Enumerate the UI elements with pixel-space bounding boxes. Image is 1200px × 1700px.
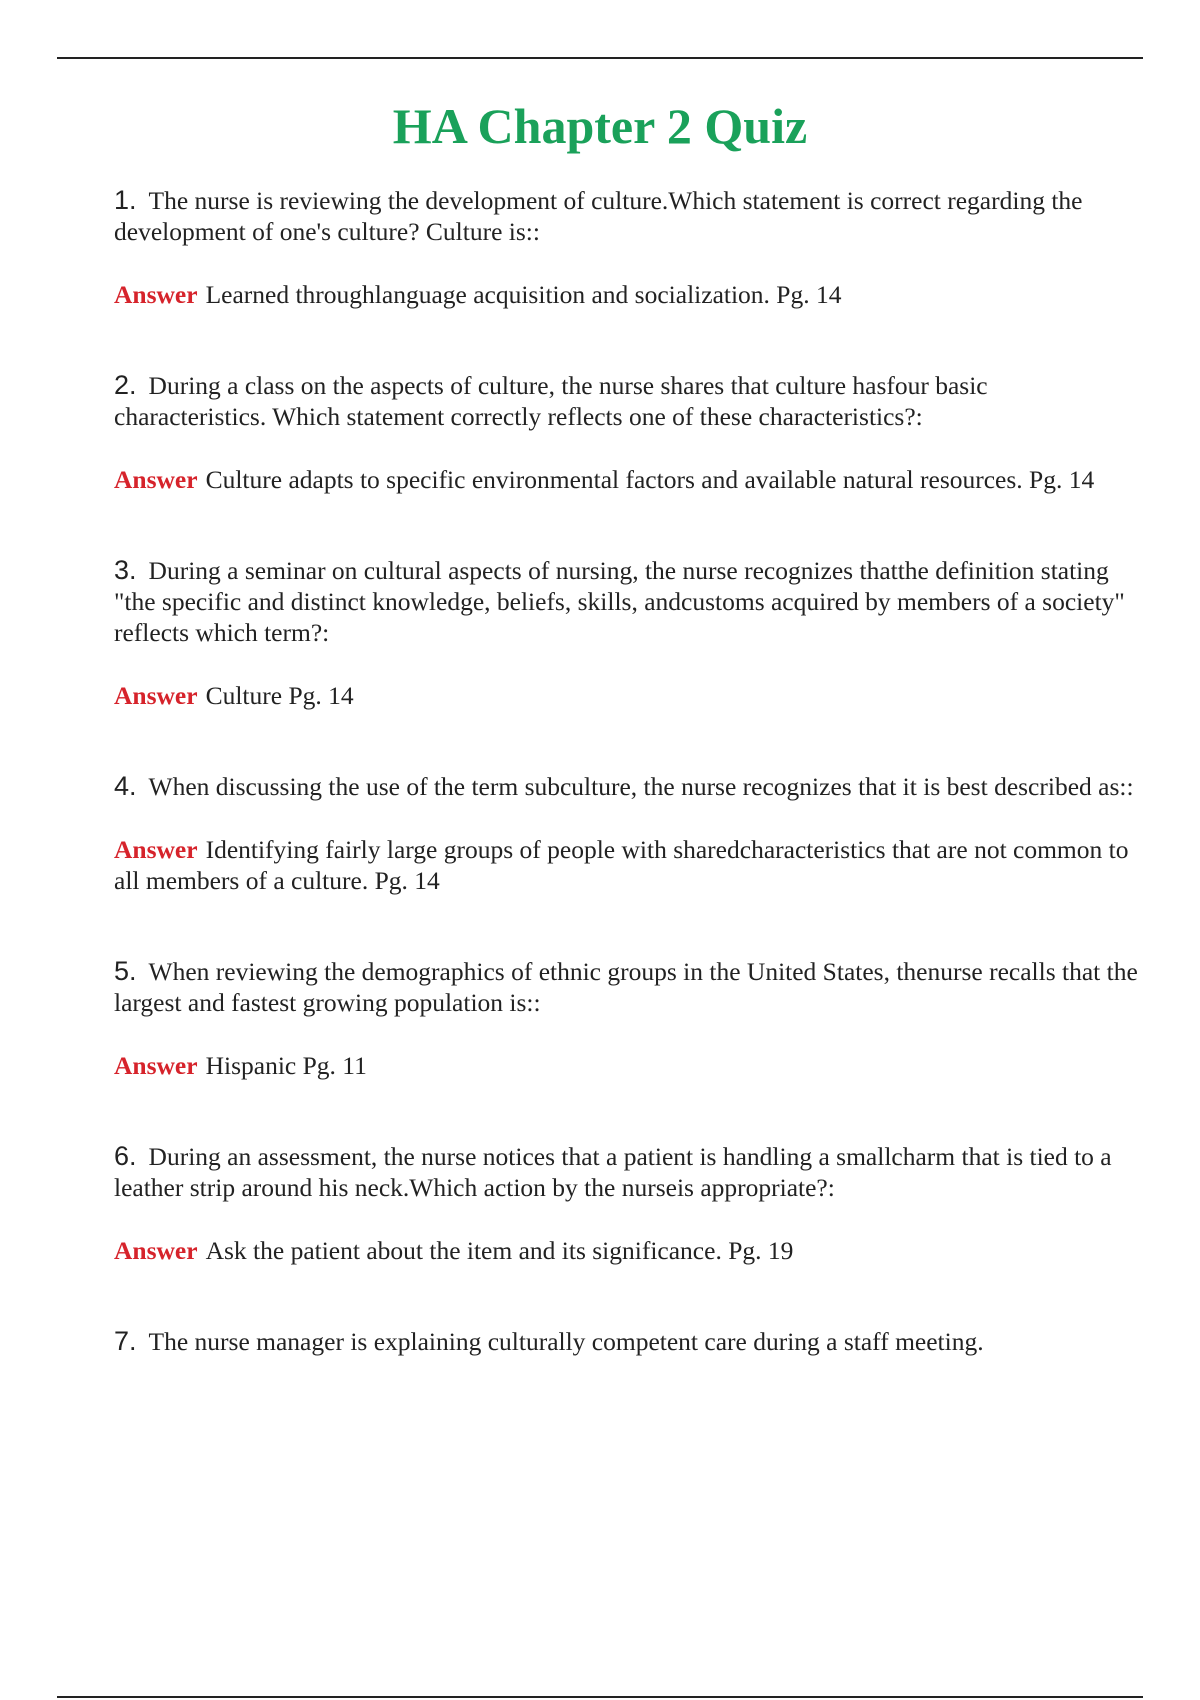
question-number: 7. [114, 1326, 137, 1356]
question-number: 4. [114, 771, 137, 801]
question-number: 2. [114, 370, 137, 400]
question-item [114, 185, 1144, 310]
top-rule [57, 57, 1143, 59]
question-item [114, 1141, 1144, 1266]
answer-label: Answer [114, 681, 198, 710]
question-body: When discussing the use of the term subculture, the nurse recognizes that it is best described as:: [148, 772, 1134, 801]
answer-line [114, 680, 1144, 711]
question-text [114, 771, 1144, 802]
bottom-rule [57, 1696, 1143, 1698]
question-body: The nurse manager is explaining culturally competent care during a staff meeting. [148, 1327, 984, 1356]
answer-label: Answer [114, 1051, 198, 1080]
question-number: 5. [114, 956, 137, 986]
question-text [114, 370, 1144, 432]
answer-line [114, 834, 1144, 896]
answer-line [114, 1050, 1144, 1081]
answer-label: Answer [114, 465, 198, 494]
question-item [114, 1326, 1144, 1357]
answer-text: Ask the patient about the item and its significance. Pg. 19 [205, 1236, 794, 1265]
question-body: During a class on the aspects of culture, the nurse shares that culture hasfour basic characteristics. Which statement correctly reflects one of these characteristics?: [114, 371, 988, 431]
question-number: 6. [114, 1141, 137, 1171]
answer-text: Learned throughlanguage acquisition and socialization. Pg. 14 [205, 280, 842, 309]
question-text [114, 956, 1144, 1018]
answer-label: Answer [114, 835, 198, 864]
question-item [114, 370, 1144, 495]
question-body: When reviewing the demographics of ethnic groups in the United States, thenurse recalls that the largest and fastest growing population is:: [114, 957, 1138, 1017]
answer-text: Hispanic Pg. 11 [205, 1051, 367, 1080]
question-list [114, 185, 1144, 1417]
question-number: 1. [114, 185, 137, 215]
answer-text: Culture Pg. 14 [205, 681, 354, 710]
question-item [114, 956, 1144, 1081]
answer-line [114, 1235, 1144, 1266]
question-text [114, 1326, 1144, 1357]
question-text [114, 555, 1144, 648]
question-item [114, 555, 1144, 711]
question-text [114, 185, 1144, 247]
answer-text: Culture adapts to specific environmental factors and available natural resources. Pg. 14 [205, 465, 1095, 494]
question-text [114, 1141, 1144, 1203]
question-body: The nurse is reviewing the development of culture.Which statement is correct regarding the development of one's culture? Culture is:: [114, 186, 1083, 246]
question-number: 3. [114, 555, 137, 585]
answer-line [114, 279, 1144, 310]
answer-label: Answer [114, 280, 198, 309]
answer-text: Identifying fairly large groups of people with sharedcharacteristics that are not common to all members of a culture. Pg. 14 [114, 835, 1129, 895]
question-body: During a seminar on cultural aspects of nursing, the nurse recognizes thatthe definition stating "the specific and distinct knowledge, beliefs, skills, andcustoms acquired by members of a society" reflects which term?: [114, 556, 1125, 647]
answer-line [114, 464, 1144, 495]
answer-label: Answer [114, 1236, 198, 1265]
question-body: During an assessment, the nurse notices that a patient is handling a smallcharm that is tied to a leather strip around his neck.Which action by the nurseis appropriate?: [114, 1142, 1112, 1202]
page-title: HA Chapter 2 Quiz [392, 97, 808, 154]
question-item [114, 771, 1144, 896]
